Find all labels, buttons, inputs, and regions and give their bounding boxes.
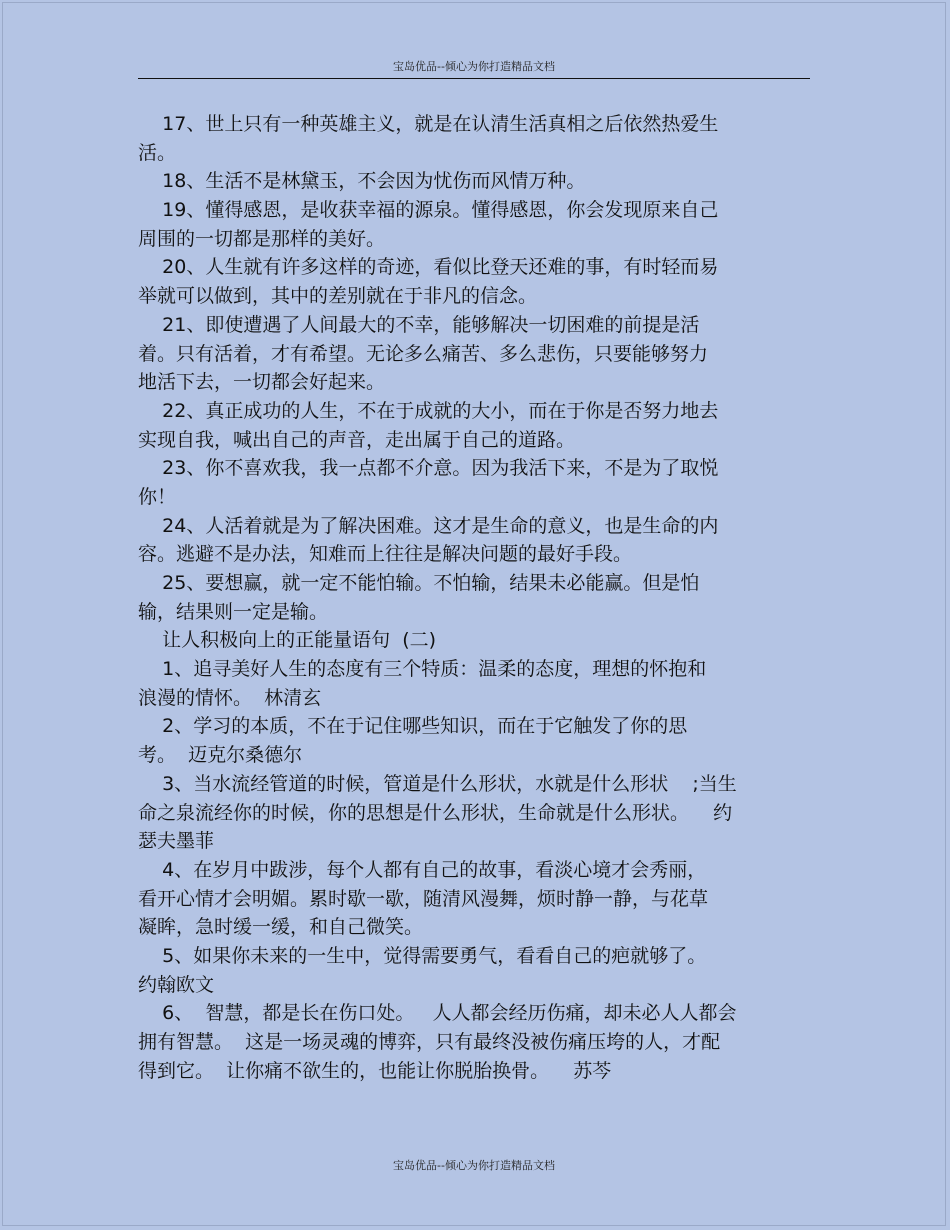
text-line: 25、要想赢，就一定不能怕输。不怕输，结果未必能赢。但是怕 (138, 572, 700, 594)
text-line: 举就可以做到，其中的差别就在于非凡的信念。 (138, 285, 538, 308)
text-line: 命之泉流经你的时候，你的思想是什么形状，生命就是什么形状。 约 (138, 801, 733, 824)
text-line: 拥有智慧。 这是一场灵魂的博弈，只有最终没被伤痛压垮的人，才配 (138, 1031, 721, 1053)
section-heading: 让人积极向上的正能量语句 (二) (138, 629, 437, 652)
text-line: 地活下去，一切都会好起来。 (138, 371, 386, 394)
text-line: 1、追寻美好人生的态度有三个特质：温柔的态度，理想的怀抱和 (138, 658, 707, 681)
text-line: 18、生活不是林黛玉，不会因为忧伤而风情万种。 (138, 170, 586, 193)
text-line: 浪漫的情怀。 林清玄 (138, 686, 322, 709)
text-line: 着。只有活着，才有希望。无论多么痛苦、多么悲伤，只要能够努力 (138, 342, 709, 365)
text-line: 看开心情才会明媚。累时歇一歇，随清风漫舞，烦时静一静，与花草 (138, 887, 709, 910)
text-line: 凝眸，急时缓一缓，和自己微笑。 (138, 916, 424, 939)
text-line: 17、世上只有一种英雄主义，就是在认清生活真相之后依然热爱生 (138, 113, 719, 135)
text-line: 20、人生就有许多这样的奇迹，看似比登天还难的事，有时轻而易 (138, 256, 719, 279)
page-footer: 宝岛优品--倾心为你打造精品文档 (393, 1159, 555, 1172)
page-header: 宝岛优品--倾心为你打造精品文档 (393, 60, 555, 73)
text-line: 实现自我，喊出自己的声音，走出属于自己的道路。 (138, 428, 576, 451)
text-line: 周围的一切都是那样的美好。 (138, 227, 386, 250)
text-line: 23、你不喜欢我，我一点都不介意。因为我活下来，不是为了取悦 (138, 457, 719, 480)
text-line: 输，结果则一定是输。 (138, 600, 329, 623)
text-line: 4、在岁月中跋涉，每个人都有自己的故事，看淡心境才会秀丽， (138, 858, 707, 881)
text-line: 考。 迈克尔桑德尔 (138, 744, 303, 767)
document-body (138, 110, 810, 1085)
text-line: 2、学习的本质，不在于记住哪些知识，而在于它触发了你的思 (138, 715, 688, 738)
text-line: 19、懂得感恩，是收获幸福的源泉。懂得感恩，你会发现原来自己 (138, 199, 719, 222)
text-line: 你！ (138, 485, 177, 508)
text-line: 21、即使遭遇了人间最大的不幸，能够解决一切困难的前提是活 (138, 313, 700, 336)
text-line: 活。 (138, 141, 177, 164)
text-line: 瑟夫墨菲 (138, 830, 215, 853)
text-line: 6、 智慧，都是长在伤口处。 人人都会经历伤痛，却未必人人都会 (138, 1002, 737, 1025)
text-line: 3、当水流经管道的时候，管道是什么形状，水就是什么形状 ;当生 (138, 772, 737, 795)
text-line: 24、人活着就是为了解决困难。这才是生命的意义，也是生命的内 (138, 514, 719, 537)
text-line: 得到它。 让你痛不欲生的，也能让你脱胎换骨。 苏芩 (138, 1059, 612, 1082)
text-line: 22、真正成功的人生，不在于成就的大小，而在于你是否努力地去 (138, 399, 719, 422)
text-line: 约翰欧文 (138, 973, 215, 996)
text-line: 容。逃避不是办法，知难而上往往是解决问题的最好手段。 (138, 543, 633, 566)
header-divider (138, 78, 810, 79)
text-line: 5、如果你未来的一生中，觉得需要勇气，看看自己的疤就够了。 (138, 944, 707, 967)
